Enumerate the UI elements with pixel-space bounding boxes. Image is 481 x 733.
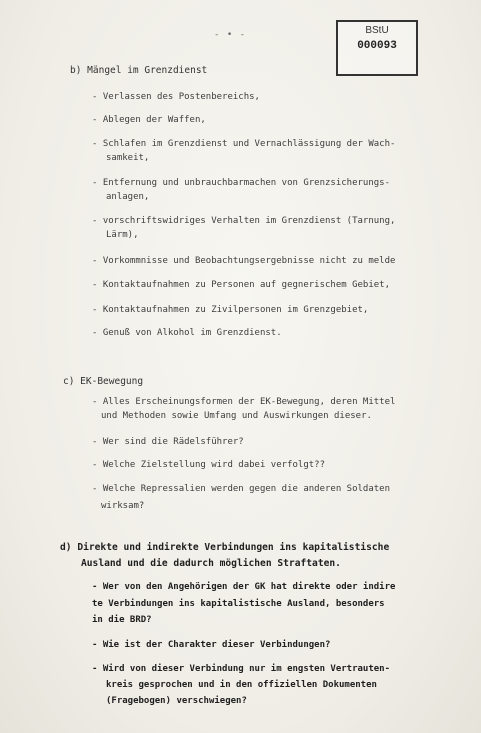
section-d-item-cont: kreis gesprochen und in den offiziellen Dokumenten — [106, 680, 377, 690]
section-b-item: - Entfernung und unbrauchbarmachen von Grenzsicherungs- — [92, 178, 391, 188]
section-b-item-cont: Lärm), — [106, 230, 139, 240]
section-d-item: - Wer von den Angehörigen der GK hat direkte oder indire — [92, 582, 396, 592]
section-c-item: - Wer sind die Rädelsführer? — [92, 437, 244, 447]
section-d-item: - Wird von dieser Verbindung nur im engsten Vertrauten- — [92, 664, 391, 674]
section-b-item: - Ablegen der Waffen, — [92, 115, 206, 125]
section-d-item: - Wie ist der Charakter dieser Verbindungen? — [92, 640, 331, 650]
section-d-item-cont: te Verbindungen ins kapitalistische Ausland, besonders — [92, 599, 385, 609]
section-d-item-cont: (Fragebogen) verschwiegen? — [106, 696, 247, 706]
section-b-item-cont: anlagen, — [106, 192, 150, 202]
section-c-heading: c) EK-Bewegung — [63, 376, 144, 387]
section-d-heading: d) Direkte und indirekte Verbindungen ins kapitalistische — [60, 542, 390, 553]
stamp-title: BStU — [365, 25, 389, 36]
section-d-item-cont: in die BRD? — [92, 615, 152, 625]
section-c-item: - Welche Repressalien werden gegen die anderen Soldaten — [92, 484, 391, 494]
section-d-heading-cont: Ausland und die dadurch möglichen Straftaten. — [81, 558, 341, 569]
section-c-item: - Alles Erscheinungsformen der EK-Bewegung, deren Mittel — [92, 397, 396, 407]
section-b-item-cont: samkeit, — [106, 153, 150, 163]
section-b-item: - Kontaktaufnahmen zu Personen auf gegnerischem Gebiet, — [92, 280, 391, 290]
section-b-item: - Vorkommnisse und Beobachtungsergebnisse nicht zu melde — [92, 256, 396, 266]
section-b-item: - Genuß von Alkohol im Grenzdienst. — [92, 328, 282, 338]
section-b-item: - vorschriftswidriges Verhalten im Grenzdienst (Tarnung, — [92, 216, 396, 226]
section-b-item: - Schlafen im Grenzdienst und Vernachlässigung der Wach- — [92, 139, 396, 149]
section-b-heading: b) Mängel im Grenzdienst — [70, 65, 208, 76]
stamp-number: 000093 — [357, 40, 397, 52]
section-c-item-cont: und Methoden sowie Umfang und Auswirkungen dieser. — [101, 411, 372, 421]
bstu-stamp — [336, 20, 418, 76]
section-b-item: - Verlassen des Postenbereichs, — [92, 92, 260, 102]
section-b-item: - Kontaktaufnahmen zu Zivilpersonen im Grenzgebiet, — [92, 305, 369, 315]
section-c-item: - Welche Zielstellung wird dabei verfolgt?? — [92, 460, 325, 470]
section-c-item-cont: wirksam? — [101, 501, 145, 511]
page-header-mark: - • - — [214, 30, 247, 40]
